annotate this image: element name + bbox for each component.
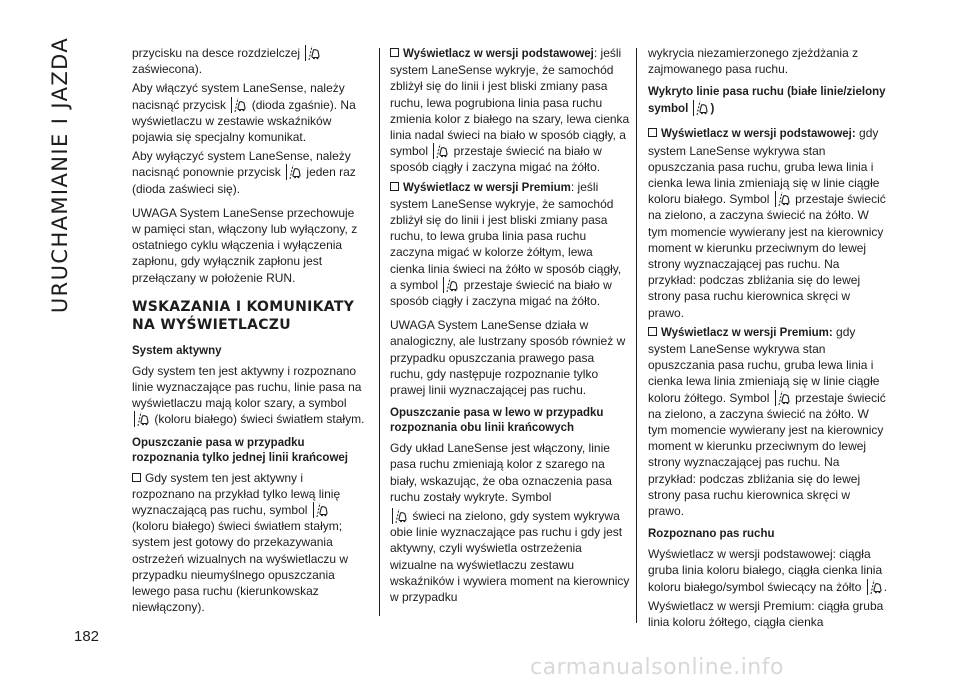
- note-paragraph: UWAGA System LaneSense działa w analogiczny, ale lustrzany sposób również w przypadku opuszczania prawego pasa ruchu, gdy następuje rozpoznanie tylko prawej linii wyznaczającej pas ruchu.: [390, 318, 626, 398]
- paragraph: świeci na zielono, gdy system wykrywa obie linie wyznaczające pas ruchu i gdy jest aktywny, czyli wyświetla ostrzeżenia wizualne na wyświetlaczu zestawu wskaźników i wywiera moment na kierownicy w przypadku: [390, 509, 630, 605]
- subheading: Wykryto linie pasa ruchu (białe linie/zielony symbol ): [648, 86, 886, 116]
- paragraph: wykrycia niezamierzonego zjeżdżania z zajmowanego pasa ruchu.: [648, 46, 859, 77]
- section-heading: WSKAZANIA I KOMUNIKATY NA WYŚWIETLACZU: [132, 298, 355, 333]
- lane-sense-icon: [231, 97, 246, 113]
- square-bullet-icon: [648, 327, 657, 336]
- watermark: carmanualsonline.info: [530, 655, 784, 680]
- paragraph: Wyświetlacz w wersji podstawowej: gdy system LaneSense wykrywa stan opuszczania pasa ruchu, gruba lewa linia i cienka lewa linia zmieniają się w linie ciągłe koloru białego. Symbol przestaje świecić na zielono, a zaczyna świecić na żółto. W tym momencie wywierany jest na kierownicy moment w kierunku przeciwnym do lewej strony wyznaczającej pas ruchu. Na przykład: podczas zbliżania się do lewej strony pasa ruchu kierownica skręci w prawo.: [648, 126, 886, 320]
- paragraph: Wyświetlacz w wersji podstawowej: jeśli system LaneSense wykryje, że samochód zbliżył się do linii i jest bliski zmiany pasa ruchu, lewa pogrubiona linia pasa ruchu zmienia kolor z białego na szary, lewa cienka linia nadal świeci na biało w sposób ciągły, a symbol przestaje świecić na biało w sposób ciągły i zaczyna migać na żółto.: [390, 46, 630, 175]
- paragraph: Gdy układ LaneSense jest włączony, linie pasa ruchu zmieniają kolor z szarego na biały, wskazując, że oba oznaczenia pasa ruchu zostały wykryte. Symbol: [390, 441, 612, 504]
- paragraph: Wyświetlacz w wersji podstawowej: ciągła gruba linia koloru białego, ciągła cienka linia koloru białego/symbol świecący na żółto .: [648, 547, 888, 594]
- lane-sense-icon: [433, 143, 448, 159]
- paragraph: Aby wyłączyć system LaneSense, należy nacisnąć ponownie przycisk jeden raz (dioda zaświeci się).: [132, 149, 356, 196]
- paragraph: Wyświetlacz w wersji Premium: ciągła gruba linia koloru żółtego, ciągła cienka: [648, 598, 884, 630]
- subheading: Opuszczanie pasa w lewo w przypadku rozpoznania obu linii krańcowych: [390, 407, 604, 435]
- subheading: System aktywny: [132, 344, 222, 357]
- square-bullet-icon: [132, 473, 141, 482]
- square-bullet-icon: [390, 182, 399, 191]
- paragraph: Wyświetlacz w wersji Premium: jeśli system LaneSense wykryje, że samochód zbliżył się do linii i jest bliski zmiany pasa ruchu, to lewa gruba linia pasa ruchu zaczyna migać w kolorze żółtym, lewa cienka linia świeci na żółto w sposób ciągły, a symbol przestaje świecić na biało w sposób ciągły i zaczyna migać na żółto.: [390, 179, 622, 309]
- column-divider: [636, 48, 637, 623]
- note-paragraph: UWAGA System LaneSense przechowuje w pamięci stan, włączony lub wyłączony, z ostatniego cyklu włączenia i wyłączenia zapłonu, gdy wyłącznik zapłonu jest przełączany w położenie RUN.: [132, 205, 358, 285]
- square-bullet-icon: [390, 48, 399, 57]
- text-column-2: [390, 45, 630, 608]
- lane-sense-icon: [313, 502, 328, 518]
- subheading: Opuszczanie pasa w przypadku rozpoznania tylko jednej linii krańcowej: [132, 436, 348, 464]
- text-column-3: [648, 45, 888, 633]
- lane-sense-icon: [392, 508, 407, 524]
- lane-sense-icon: [867, 579, 882, 595]
- chapter-title: URUCHAMIANIE I JAZDA: [48, 36, 73, 314]
- lane-sense-icon: [775, 390, 790, 406]
- lane-sense-icon: [443, 277, 458, 293]
- text-column-1: [132, 45, 366, 618]
- lane-sense-icon: [305, 45, 320, 61]
- paragraph: Wyświetlacz w wersji Premium: gdy system LaneSense wykrywa stan opuszczania pasa ruchu, gruba lewa linia i cienka lewa linia zmieniają się w linie ciągłe koloru żółtego. Symbol przestaje świecić na zielono, a zaczyna świecić na żółto. W tym momencie wywierany jest na kierownicy moment w kierunku przeciwnym do lewej strony wyznaczającej pas ruchu. Na przykład: podczas zbliżania się do lewej strony pasa ruchu kierownica skręci w prawo.: [648, 324, 886, 519]
- paragraph: Gdy system ten jest aktywny i rozpoznano linie wyznaczające pas ruchu, linie pasa na wyświetlaczu mają kolor szary, a symbol (koloru białego) świeci światłem stałym.: [132, 363, 365, 427]
- column-divider: [379, 48, 380, 616]
- lane-sense-icon: [134, 411, 149, 427]
- paragraph: przycisku na desce rozdzielczej zaświecona).: [132, 45, 366, 77]
- paragraph: Gdy system ten jest aktywny i rozpoznano na przykład tylko lewą linię wyznaczającą pas ruchu, symbol (koloru białego) świeci światłem stałym; system jest gotowy do przekazywania ostrzeżeń wizualnych na wyświetlaczu w przypadku nieumyślnego opuszczania lewego pasa ruchu (kierunkowskaz niewłączony).: [132, 470, 349, 615]
- lane-sense-icon: [286, 164, 301, 180]
- lane-sense-icon: [775, 191, 790, 207]
- square-bullet-icon: [648, 128, 657, 137]
- lane-sense-icon: [693, 100, 708, 116]
- subheading: Rozpoznano pas ruchu: [648, 528, 775, 541]
- paragraph: Aby włączyć system LaneSense, należy nacisnąć przycisk (dioda zgaśnie). Na wyświetlaczu w zestawie wskaźników pojawia się specjalny komunikat.: [132, 81, 356, 145]
- page-number: 182: [74, 628, 100, 645]
